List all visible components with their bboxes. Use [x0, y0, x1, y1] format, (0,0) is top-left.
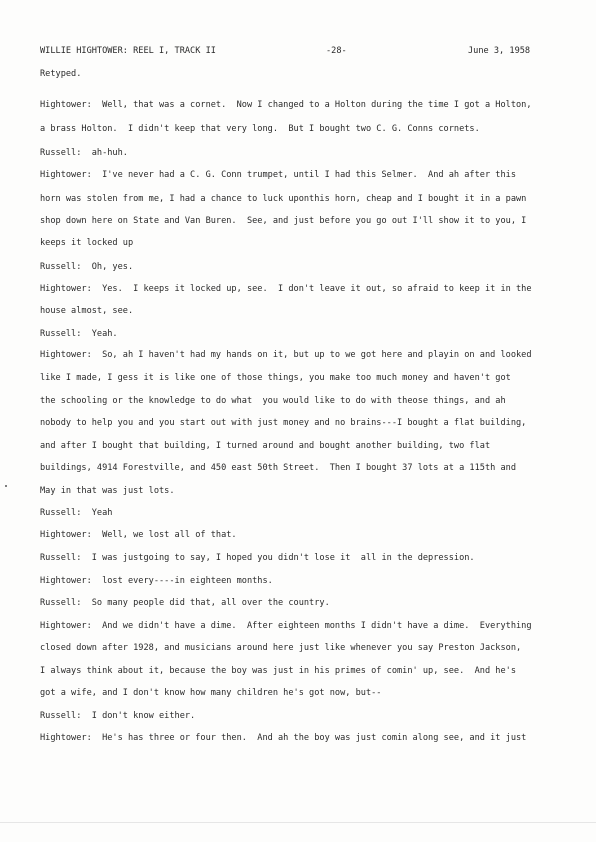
text-line: Russell: I don't know either. — [40, 711, 196, 721]
text-line: Russell: Yeah. — [40, 329, 118, 339]
text-line: house almost, see. — [40, 306, 134, 316]
text-line: shop down here on State and Van Buren. See, and just before you go out I'll show it to you, I — [40, 216, 527, 226]
text-line: Russell: Oh, yes. — [40, 262, 134, 272]
text-line: like I made, I gess it is like one of those things, you make too much money and haven't got — [40, 373, 511, 383]
text-line: keeps it locked up — [40, 238, 134, 248]
text-line: Russell: Yeah — [40, 508, 113, 518]
text-line: Retyped. — [40, 69, 82, 79]
text-line: nobody to help you and you start out with just money and no brains---I bought a flat building, — [40, 418, 527, 428]
text-line: closed down after 1928, and musicians around here just like whenever you say Preston Jackson, — [40, 643, 522, 653]
paper-speck — [5, 485, 7, 487]
text-line: buildings, 4914 Forestville, and 450 east 50th Street. Then I bought 37 lots at a 115th and — [40, 463, 516, 473]
text-line: Hightower: I've never had a C. G. Conn trumpet, until I had this Selmer. And ah after this — [40, 170, 516, 180]
text-line: Hightower: And we didn't have a dime. After eighteen months I didn't have a dime. Everything — [40, 621, 532, 631]
text-line: May in that was just lots. — [40, 486, 175, 496]
page-number: -28- — [326, 46, 347, 56]
text-line: Hightower: lost every----in eighteen months. — [40, 576, 273, 586]
page-edge-divider — [0, 822, 596, 823]
header-date: June 3, 1958 — [468, 46, 531, 56]
text-line: Hightower: Well, we lost all of that. — [40, 530, 237, 540]
text-line: Hightower: Well, that was a cornet. Now I changed to a Holton during the time I got a Holton, — [40, 100, 532, 110]
header-reel-track: WILLIE HIGHTOWER: REEL I, TRACK II — [40, 46, 216, 56]
text-line: horn was stolen from me, I had a chance to luck uponthis horn, cheap and I bought it in a pawn — [40, 194, 527, 204]
text-line: Russell: ah-huh. — [40, 148, 128, 158]
text-line: Hightower: So, ah I haven't had my hands on it, but up to we got here and playin on and looked — [40, 350, 532, 360]
text-line: the schooling or the knowledge to do what you would like to do with theose things, and ah — [40, 396, 506, 406]
text-line: Hightower: He's has three or four then. And ah the boy was just comin along see, and it just — [40, 733, 527, 743]
text-line: Russell: So many people did that, all over the country. — [40, 598, 330, 608]
text-line: a brass Holton. I didn't keep that very long. But I bought two C. G. Conns cornets. — [40, 124, 480, 134]
text-line: and after I bought that building, I turned around and bought another building, two flat — [40, 441, 491, 451]
text-line: Russell: I was justgoing to say, I hoped you didn't lose it all in the depression. — [40, 553, 475, 563]
text-line: Hightower: Yes. I keeps it locked up, see. I don't leave it out, so afraid to keep it in the — [40, 284, 532, 294]
text-line: got a wife, and I don't know how many children he's got now, but-- — [40, 688, 382, 698]
text-line: I always think about it, because the boy was just in his primes of comin' up, see. And he's — [40, 666, 516, 676]
